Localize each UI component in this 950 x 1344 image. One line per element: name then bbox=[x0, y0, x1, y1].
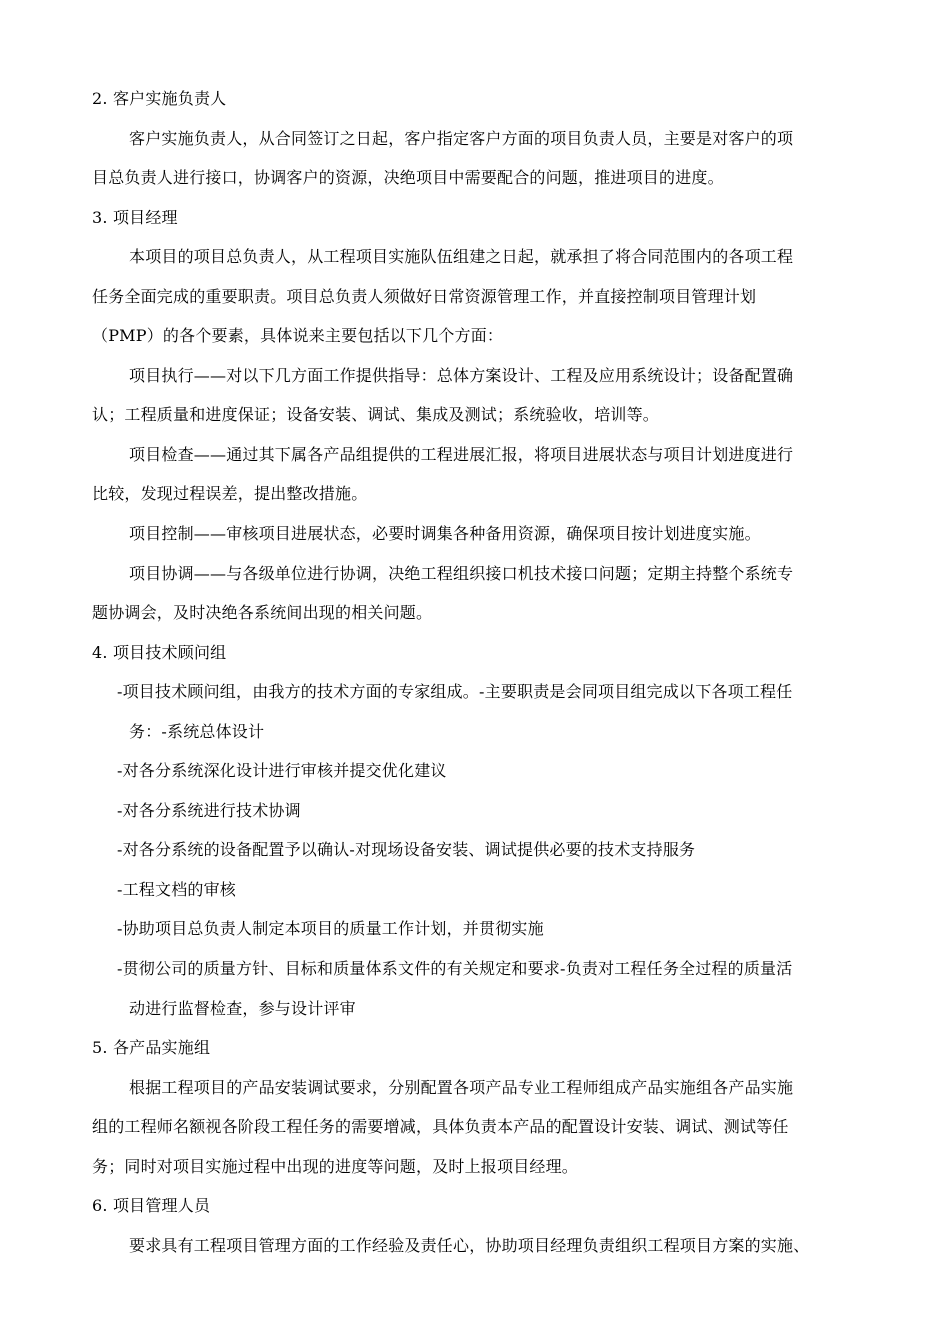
section-heading-4: 4. 项目技术顾问组 bbox=[92, 643, 227, 662]
list-item: -贯彻公司的质量方针、目标和质量体系文件的有关规定和要求-负责对工程任务全过程的质量活 bbox=[117, 959, 793, 978]
list-item: -工程文档的审核 bbox=[117, 880, 237, 899]
paragraph-line: 项目检查——通过其下属各产品组提供的工程进展汇报，将项目进展状态与项目计划进度进行 bbox=[129, 445, 794, 464]
paragraph-line: （PMP）的各个要素，具体说来主要包括以下几个方面： bbox=[92, 326, 504, 345]
list-item: -项目技术顾问组，由我方的技术方面的专家组成。-主要职责是会同项目组完成以下各项工程任 bbox=[117, 682, 793, 701]
paragraph-line: 项目协调——与各级单位进行协调，决绝工程组织接口机技术接口问题；定期主持整个系统专 bbox=[129, 564, 794, 583]
paragraph-line: 项目执行——对以下几方面工作提供指导：总体方案设计、工程及应用系统设计；设备配置确 bbox=[129, 366, 794, 385]
list-item: 务：-系统总体设计 bbox=[129, 722, 265, 741]
paragraph-line: 任务全面完成的重要职责。项目总负责人须做好日常资源管理工作，并直接控制项目管理计划 bbox=[92, 287, 757, 306]
paragraph-line: 比较，发现过程误差，提出整改措施。 bbox=[92, 484, 368, 503]
list-item: -对各分系统进行技术协调 bbox=[117, 801, 301, 820]
paragraph-line: 客户实施负责人，从合同签订之日起，客户指定客户方面的项目负责人员，主要是对客户的项 bbox=[129, 129, 794, 148]
paragraph-line: 项目控制——审核项目进展状态，必要时调集各种备用资源，确保项目按计划进度实施。 bbox=[129, 524, 761, 543]
list-item: -对各分系统深化设计进行审核并提交优化建议 bbox=[117, 761, 447, 780]
paragraph-line: 题协调会，及时决绝各系统间出现的相关问题。 bbox=[92, 603, 433, 622]
paragraph-line: 根据工程项目的产品安装调试要求，分别配置各项产品专业工程师组成产品实施组各产品实施 bbox=[129, 1078, 794, 1097]
section-heading-6: 6. 项目管理人员 bbox=[92, 1196, 211, 1215]
paragraph-line: 要求具有工程项目管理方面的工作经验及责任心，协助项目经理负责组织工程项目方案的实施、 bbox=[129, 1236, 810, 1255]
list-item: -协助项目总负责人制定本项目的质量工作计划，并贯彻实施 bbox=[117, 919, 544, 938]
paragraph-line: 组的工程师名额视各阶段工程任务的需要增减，具体负责本产品的配置设计安装、调试、测试等任 bbox=[92, 1117, 789, 1136]
section-heading-2: 2. 客户实施负责人 bbox=[92, 89, 227, 108]
paragraph-line: 目总负责人进行接口，协调客户的资源，决绝项目中需要配合的问题，推进项目的进度。 bbox=[92, 168, 724, 187]
paragraph-line: 本项目的项目总负责人，从工程项目实施队伍组建之日起，就承担了将合同范围内的各项工程 bbox=[129, 247, 794, 266]
paragraph-line: 认；工程质量和进度保证；设备安装、调试、集成及测试；系统验收，培训等。 bbox=[92, 405, 660, 424]
section-heading-5: 5. 各产品实施组 bbox=[92, 1038, 211, 1057]
paragraph-line: 务；同时对项目实施过程中出现的进度等问题，及时上报项目经理。 bbox=[92, 1157, 579, 1176]
list-item: 动进行监督检查，参与设计评审 bbox=[129, 999, 356, 1018]
section-heading-3: 3. 项目经理 bbox=[92, 208, 178, 227]
list-item: -对各分系统的设备配置予以确认-对现场设备安装、调试提供必要的技术支持服务 bbox=[117, 840, 696, 859]
